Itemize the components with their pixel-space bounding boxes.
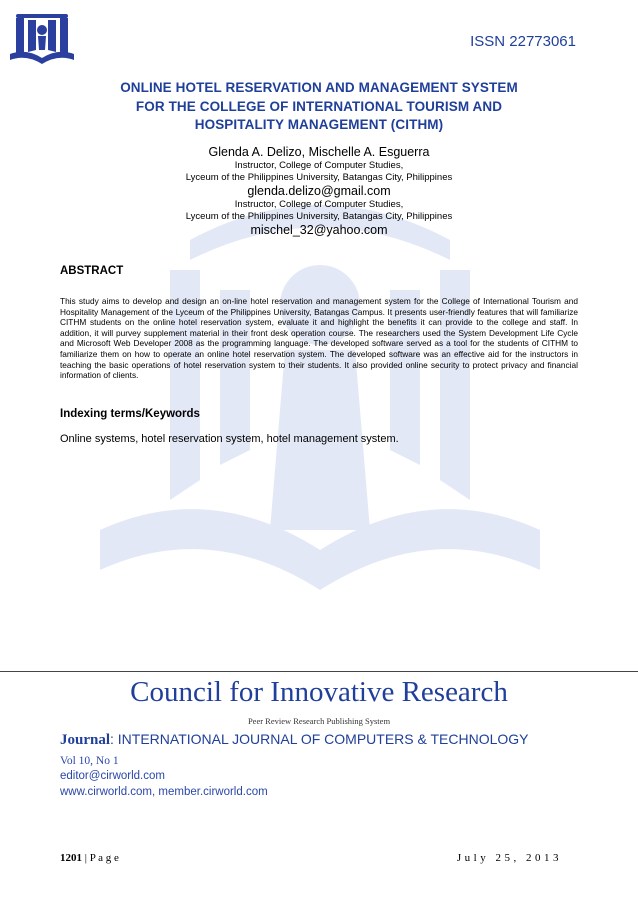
publication-date: July 25, 2013 xyxy=(456,852,562,864)
author-names: Glenda A. Delizo, Mischelle A. Esguerra xyxy=(208,145,430,159)
journal-name xyxy=(60,731,529,749)
page-label: | P a g e xyxy=(82,852,119,864)
author-block xyxy=(60,144,578,238)
abstract-heading: ABSTRACT xyxy=(60,265,124,277)
affiliation-2-institution: Lyceum of the Philippines University, Batangas City, Philippines xyxy=(185,211,453,222)
journal-label: Journal xyxy=(60,732,111,748)
affiliation-1-institution: Lyceum of the Philippines University, Batangas City, Philippines xyxy=(185,172,453,183)
issn-label: ISSN 22773061 xyxy=(470,33,576,50)
journal-logo-icon xyxy=(6,6,78,68)
keywords-text: Online systems, hotel reservation system, hotel management system. xyxy=(60,433,399,445)
page-footer xyxy=(60,852,578,864)
website-links[interactable]: www.cirworld.com, member.cirworld.com xyxy=(60,786,268,798)
author-email-1[interactable]: glenda.delizo@gmail.com xyxy=(247,184,391,198)
title-line-1: ONLINE HOTEL RESERVATION AND MANAGEMENT SYSTEM xyxy=(120,80,518,95)
author-email-2[interactable]: mischel_32@yahoo.com xyxy=(250,223,388,237)
affiliation-2-role: Instructor, College of Computer Studies, xyxy=(234,199,404,210)
paper-title xyxy=(60,79,578,135)
title-line-2: FOR THE COLLEGE OF INTERNATIONAL TOURISM AND xyxy=(135,98,503,114)
volume-info: Vol 10, No 1 xyxy=(60,755,119,767)
page-number: 1201 xyxy=(60,852,82,864)
affiliation-1-role: Instructor, College of Computer Studies, xyxy=(234,160,404,171)
keywords-heading: Indexing terms/Keywords xyxy=(60,408,200,420)
divider-line xyxy=(0,671,638,672)
journal-title: : INTERNATIONAL JOURNAL OF COMPUTERS & TECHNOLOGY xyxy=(110,731,529,747)
publisher-tagline: Peer Review Research Publishing System xyxy=(247,716,391,726)
abstract-body: This study aims to develop and design an on-line hotel reservation and management system for the College of International Tourism and Hospitality Management of the Lyceum of the Philippines University, Batangas Campus. It presents user-friendly features that will familiarize CITHM students on the online hotel reservation system, evaluate it and highlight the benefits it can provide to the college and staff. In addition, it will purvey supplement material in their front desk operation course. The researchers used the System Development Life Cycle and Microsoft Web Developer 2008 as the programming language. The developed software served as a tool for the students of CITHM to familiarize them on how to operate an online hotel reservation system. The developed software was an effective aid for the instructors in teaching the basic operations of hotel reservation system to their students. It also provided online security to protect privacy and financial information of clients. xyxy=(60,296,578,381)
title-line-3: HOSPITALITY MANAGEMENT (CITHM) xyxy=(194,117,444,132)
editor-email-link[interactable]: editor@cirworld.com xyxy=(60,770,165,782)
publisher-name: Council for Innovative Research xyxy=(130,676,508,708)
